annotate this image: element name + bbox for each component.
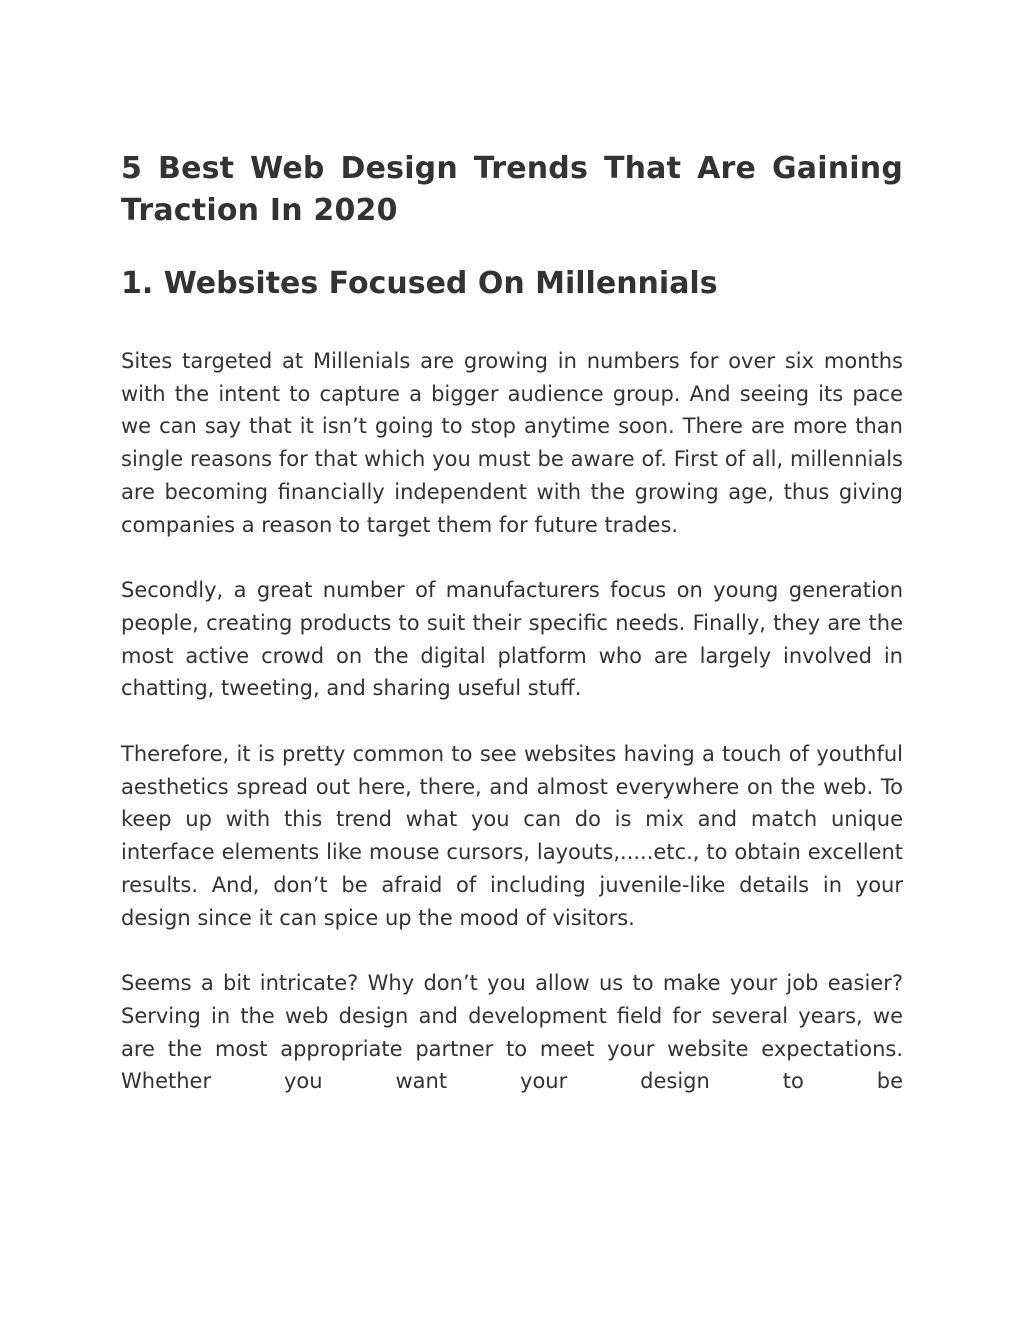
section-heading: 1. Websites Focused On Millennials	[121, 266, 718, 301]
paragraph-3: Therefore, it is pretty common to see websites having a touch of youthful aesthetics spread out here, there, and almost everywhere on the web. To keep up with this trend what you can do is mix and match unique interface elements like mouse cursors, layouts,.....etc., to obtain excellent results. And, don’t be afraid of including juvenile-like details in your design since it can spice up the mood of visitors.	[121, 742, 903, 930]
paragraph-1: Sites targeted at Millenials are growing in numbers for over six months with the intent to capture a bigger audience group. And seeing its pace we can say that it isn’t going to stop anytime soon. There are more than single reasons for that which you must be aware of. First of all, millennials are becoming financially independent with the growing age, thus giving companies a reason to target them for future trades.	[121, 349, 903, 537]
paragraph-4: Seems a bit intricate? Why don’t you allow us to make your job easier? Serving in the web design and development field for several years, we are the most appropriate partner to meet your website expectations. Whether you want your design to be	[121, 971, 903, 1094]
document-page	[121, 148, 903, 1098]
document-title: 5 Best Web Design Trends That Are Gaining Traction In 2020	[121, 151, 903, 228]
paragraph-2: Secondly, a great number of manufacturers focus on young generation people, creating products to suit their specific needs. Finally, they are the most active crowd on the digital platform who are largely involved in chatting, tweeting, and sharing useful stuff.	[121, 578, 903, 701]
